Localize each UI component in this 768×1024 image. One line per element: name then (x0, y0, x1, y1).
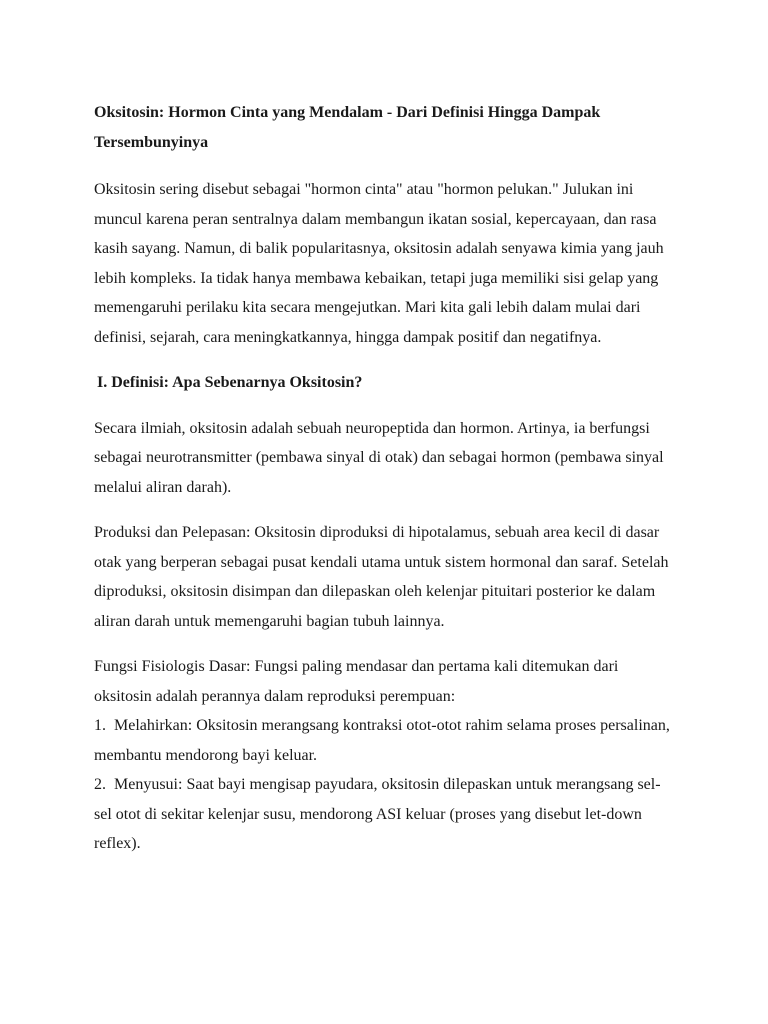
list-item-number: 1. (94, 717, 106, 734)
production-paragraph: Produksi dan Pelepasan: Oksitosin diproduksi di hipotalamus, sebuah area kecil di dasar otak yang berperan sebagai pusat kendali utama untuk sistem hormonal dan saraf. Setelah diproduksi, oksitosin disimpan dan dilepaskan oleh kelenjar pituitari posterior ke dalam aliran darah untuk memengaruhi bagian tubuh lainnya. (94, 524, 669, 630)
list-item-number: 2. (94, 776, 106, 793)
list-item-text: Menyusui: Saat bayi mengisap payudara, oksitosin dilepaskan untuk merangsang sel-sel otot di sekitar kelenjar susu, mendorong ASI keluar (proses yang disebut let-down reflex). (94, 776, 661, 852)
physiology-paragraph: Fungsi Fisiologis Dasar: Fungsi paling mendasar dan pertama kali ditemukan dari oksitosin adalah perannya dalam reproduksi perempuan: (94, 658, 619, 705)
list-item (94, 770, 674, 859)
intro-paragraph: Oksitosin sering disebut sebagai "hormon cinta" atau "hormon pelukan." Julukan ini muncul karena peran sentralnya dalam membangun ikatan sosial, kepercayaan, dan rasa kasih sayang. Namun, di balik popularitasnya, oksitosin adalah senyawa kimia yang jauh lebih kompleks. Ia tidak hanya membawa kebaikan, tetapi juga memiliki sisi gelap yang memengaruhi perilaku kita secara mengejutkan. Mari kita gali lebih dalam mulai dari definisi, sejarah, cara meningkatkannya, hingga dampak positif dan negatifnya. (94, 181, 664, 346)
list-item-text: Melahirkan: Oksitosin merangsang kontraksi otot-otot rahim selama proses persalinan, membantu mendorong bayi keluar. (94, 717, 670, 764)
document-title: Oksitosin: Hormon Cinta yang Mendalam - Dari Definisi Hingga Dampak Tersembunyinya (94, 104, 601, 151)
list-item (94, 711, 674, 770)
section-heading-definition: I. Definisi: Apa Sebenarnya Oksitosin? (97, 374, 363, 391)
definition-paragraph: Secara ilmiah, oksitosin adalah sebuah neuropeptida dan hormon. Artinya, ia berfungsi sebagai neurotransmitter (pembawa sinyal di otak) dan sebagai hormon (pembawa sinyal melalui aliran darah). (94, 419, 664, 496)
